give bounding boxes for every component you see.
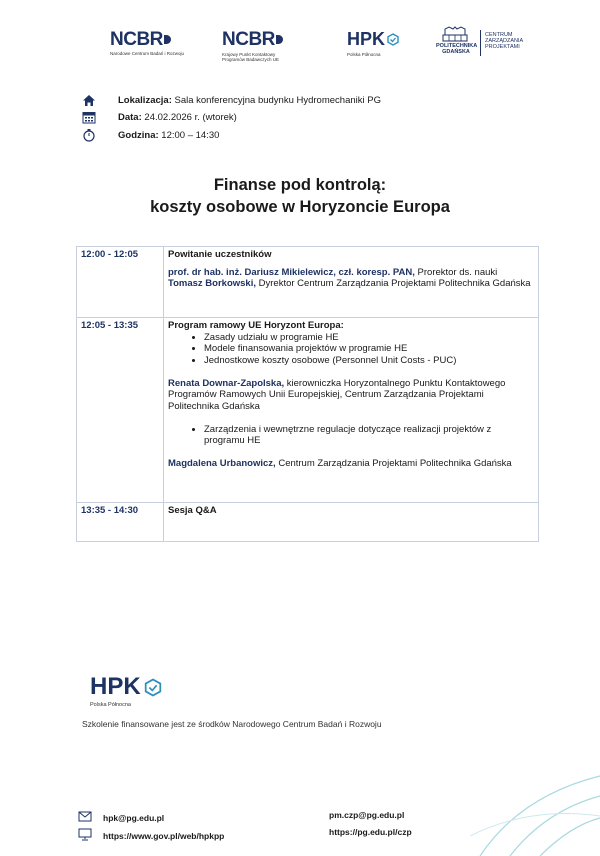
- speaker-name: prof. dr hab. inż. Dariusz Mikielewicz, czł. koresp. PAN,: [168, 266, 415, 278]
- pg-crest-icon: [442, 26, 468, 42]
- topic-list: [168, 424, 534, 447]
- date-line: [118, 112, 237, 124]
- agenda-time: 12:05 - 13:35: [77, 318, 164, 503]
- spacer: [168, 412, 534, 424]
- agenda-table: [76, 246, 539, 542]
- email-icon: [78, 811, 92, 822]
- decorative-wave-lines: [470, 756, 600, 856]
- agenda-content: [164, 503, 539, 542]
- hpk-logo-text: HPK: [347, 29, 386, 49]
- agenda-time: 12:00 - 12:05: [77, 247, 164, 318]
- website-link-czp[interactable]: https://pg.edu.pl/czp: [329, 827, 412, 837]
- speaker-role: kierowniczka Horyzontalnego Punktu Kontaktowego Programów Ramowych Unii Europejskiej, Centrum Zarządzania Projektami Politechnika Gdańska: [168, 377, 506, 412]
- topic-item: • Modele finansowania projektów w programie HE: [204, 343, 534, 355]
- speaker-entry: [168, 278, 534, 290]
- location-line: [118, 95, 381, 107]
- time-label: Godzina:: [118, 130, 159, 141]
- pg-logo: [436, 26, 536, 60]
- agenda-content: [164, 318, 539, 503]
- pg-divider: [480, 30, 481, 56]
- page-title: [60, 174, 540, 218]
- email-link-hpk[interactable]: hpk@pg.edu.pl: [103, 813, 165, 823]
- ncbr-kpk-caption-2: Programów Badawczych UE: [222, 57, 280, 62]
- hpk-logo-header: [347, 30, 419, 57]
- calendar-icon: [82, 111, 96, 124]
- date-label: Data:: [118, 112, 142, 123]
- hpk-hexagon-icon: [387, 33, 399, 46]
- agenda-row: [77, 318, 539, 503]
- agenda-time: 13:35 - 14:30: [77, 503, 164, 542]
- pg-unit-3: PROJEKTAMI: [485, 44, 520, 50]
- hpk-footer-text: HPK: [90, 673, 141, 700]
- agenda-heading: Sesja Q&A: [168, 505, 217, 516]
- spacer: [168, 366, 534, 378]
- funding-note: Szkolenie finansowane jest ze środków Narodowego Centrum Badań i Rozwoju: [82, 719, 382, 729]
- topic-list: [168, 332, 534, 367]
- ncbr-kpk-logo-mark-icon: [276, 35, 283, 44]
- topic-item: • Zarządzenia i wewnętrzne regulacje dotyczące realizacji projektów z programu HE: [204, 424, 534, 447]
- speaker-entry: [168, 378, 534, 413]
- agenda-content: [164, 247, 539, 318]
- hpk-logo-footer: [90, 675, 162, 708]
- speaker-entry: [168, 458, 534, 470]
- pg-name-1: POLITECHNIKA: [436, 43, 478, 49]
- speaker-role: Centrum Zarządzania Projektami Politechnika Gdańska: [275, 458, 512, 469]
- hpk-footer-hexagon-icon: [144, 678, 162, 697]
- date-value: 24.02.2026 r. (wtorek): [141, 112, 237, 123]
- agenda-row: [77, 247, 539, 318]
- ncbr-kpk-logo: [222, 30, 302, 62]
- pg-unit-1: CENTRUM: [485, 32, 513, 38]
- stopwatch-icon: [82, 128, 96, 142]
- location-value: Sala konferencyjna budynku Hydromechaniki PG: [171, 95, 381, 106]
- speaker-entry: [168, 267, 534, 279]
- speaker-name: Renata Downar-Zapolska,: [168, 377, 285, 389]
- ncbr-kpk-caption-1: Krajowy Punkt Kontaktowy: [222, 52, 276, 57]
- ncbr-logo-mark-icon: [164, 35, 171, 44]
- location-label: Lokalizacja:: [118, 95, 172, 106]
- monitor-icon: [78, 828, 92, 841]
- title-line-1: Finanse pod kontrolą:: [213, 176, 387, 194]
- topic-item: • Jednostkowe koszty osobowe (Personnel Unit Costs - PUC): [204, 355, 534, 367]
- speaker-role: Prorektor ds. nauki: [414, 266, 498, 278]
- agenda-heading: Program ramowy UE Horyzont Europa:: [168, 320, 344, 331]
- hpk-logo-caption: Polska Północna: [347, 52, 381, 57]
- time-value: 12:00 – 14:30: [158, 130, 220, 141]
- ncbr-logo-text: NCBR: [110, 29, 163, 50]
- pg-name-2: GDAŃSKA: [442, 49, 470, 55]
- pg-unit-2: ZARZĄDZANIA: [485, 38, 524, 44]
- topic-item: • Zasady udziału w programie HE: [204, 332, 534, 344]
- speaker-name: Tomasz Borkowski,: [168, 278, 256, 289]
- agenda-row: [77, 503, 539, 542]
- agenda-heading: Powitanie uczestników: [168, 249, 272, 260]
- speaker-role: Dyrektor Centrum Zarządzania Projektami Politechnika Gdańska: [256, 278, 531, 289]
- time-line: [118, 130, 219, 142]
- ncbr-logo: [110, 30, 190, 56]
- website-link-hpk[interactable]: https://www.gov.pl/web/hpkpp: [103, 831, 225, 841]
- ncbr-kpk-logo-text: NCBR: [222, 29, 275, 50]
- email-link-czp[interactable]: pm.czp@pg.edu.pl: [329, 810, 405, 820]
- spacer: [168, 447, 534, 459]
- home-icon: [82, 94, 96, 107]
- ncbr-logo-caption: Narodowe Centrum Badań i Rozwoju: [110, 51, 185, 56]
- title-line-2: koszty osobowe w Horyzoncie Europa: [150, 198, 450, 216]
- hpk-footer-caption: Polska Północna: [90, 702, 131, 708]
- speaker-name: Magdalena Urbanowicz,: [168, 458, 276, 469]
